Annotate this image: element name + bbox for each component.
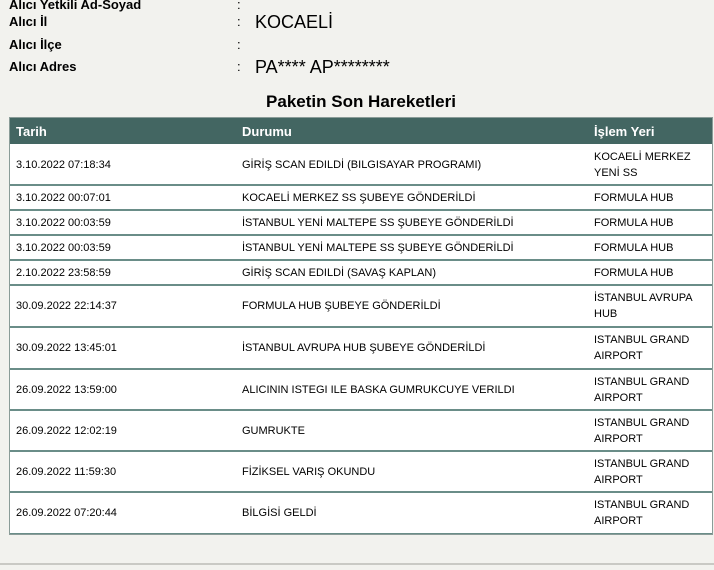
row-date: 2.10.2022 23:58:59	[10, 261, 236, 286]
row-location: ISTANBUL GRAND AIRPORT	[588, 493, 712, 535]
column-header-status: Durumu	[236, 118, 588, 145]
row-status: İSTANBUL YENİ MALTEPE SS ŞUBEYE GÖNDERİLDİ	[236, 211, 588, 236]
row-location: FORMULA HUB	[588, 211, 712, 236]
table-row	[10, 236, 712, 261]
row-date: 26.09.2022 11:59:30	[10, 452, 236, 493]
recipient-district-label: Alıcı İlçe	[9, 37, 62, 52]
row-status: BİLGİSİ GELDİ	[236, 493, 588, 535]
table-row	[10, 370, 712, 411]
table-row	[10, 286, 712, 328]
row-date: 3.10.2022 00:03:59	[10, 236, 236, 261]
row-status: İSTANBUL YENİ MALTEPE SS ŞUBEYE GÖNDERİLDİ	[236, 236, 588, 261]
row-location: KOCAELİ MERKEZ YENİ SS	[588, 145, 712, 186]
row-status: İSTANBUL AVRUPA HUB ŞUBEYE GÖNDERİLDİ	[236, 328, 588, 370]
column-header-date: Tarih	[10, 118, 236, 145]
row-status: KOCAELİ MERKEZ SS ŞUBEYE GÖNDERİLDİ	[236, 186, 588, 211]
row-status: FORMULA HUB ŞUBEYE GÖNDERİLDİ	[236, 286, 588, 328]
table-row	[10, 261, 712, 286]
recipient-address-value: PA**** AP********	[255, 57, 390, 77]
table-row	[10, 411, 712, 452]
row-date: 3.10.2022 00:07:01	[10, 186, 236, 211]
movements-table	[10, 118, 712, 535]
page-bottom-divider	[0, 563, 714, 565]
table-row	[10, 328, 712, 370]
row-date: 26.09.2022 07:20:44	[10, 493, 236, 535]
row-location: ISTANBUL GRAND AIRPORT	[588, 328, 712, 370]
row-status: GİRİŞ SCAN EDILDİ (SAVAŞ KAPLAN)	[236, 261, 588, 286]
recipient-contact-label: Alıcı Yetkili Ad-Soyad	[9, 0, 142, 12]
recipient-address-row	[0, 58, 714, 80]
recipient-contact-row	[0, 0, 714, 13]
table-row	[10, 145, 712, 186]
row-location: İSTANBUL AVRUPA HUB	[588, 286, 712, 328]
table-row	[10, 211, 712, 236]
row-status: FİZİKSEL VARIŞ OKUNDU	[236, 452, 588, 493]
recipient-contact-colon: :	[237, 0, 241, 12]
recipient-district-row	[0, 36, 714, 58]
movements-table-header	[10, 118, 712, 145]
recipient-city-colon: :	[237, 14, 241, 29]
table-row	[10, 493, 712, 535]
row-date: 26.09.2022 13:59:00	[10, 370, 236, 411]
recipient-address-label: Alıcı Adres	[9, 59, 77, 74]
row-location: FORMULA HUB	[588, 261, 712, 286]
table-row	[10, 452, 712, 493]
row-date: 30.09.2022 13:45:01	[10, 328, 236, 370]
recipient-city-label: Alıcı İl	[9, 14, 48, 29]
row-location: ISTANBUL GRAND AIRPORT	[588, 411, 712, 452]
row-date: 3.10.2022 07:18:34	[10, 145, 236, 186]
recipient-info	[0, 0, 714, 84]
recipient-city-row	[0, 13, 714, 35]
table-row	[10, 186, 712, 211]
row-date: 26.09.2022 12:02:19	[10, 411, 236, 452]
row-location: ISTANBUL GRAND AIRPORT	[588, 452, 712, 493]
recipient-address-colon: :	[237, 59, 241, 74]
row-location: FORMULA HUB	[588, 186, 712, 211]
row-location: FORMULA HUB	[588, 236, 712, 261]
row-location: ISTANBUL GRAND AIRPORT	[588, 370, 712, 411]
row-date: 3.10.2022 00:03:59	[10, 211, 236, 236]
movements-table-container	[9, 117, 713, 535]
recipient-district-colon: :	[237, 37, 241, 52]
row-status: GUMRUKTE	[236, 411, 588, 452]
column-header-location: İşlem Yeri	[588, 118, 712, 145]
row-date: 30.09.2022 22:14:37	[10, 286, 236, 328]
movements-title: Paketin Son Hareketleri	[266, 92, 456, 111]
row-status: ALICININ ISTEGI ILE BASKA GUMRUKCUYE VERILDI	[236, 370, 588, 411]
row-status: GİRİŞ SCAN EDILDİ (BILGISAYAR PROGRAMI)	[236, 145, 588, 186]
recipient-city-value: KOCAELİ	[255, 12, 334, 32]
